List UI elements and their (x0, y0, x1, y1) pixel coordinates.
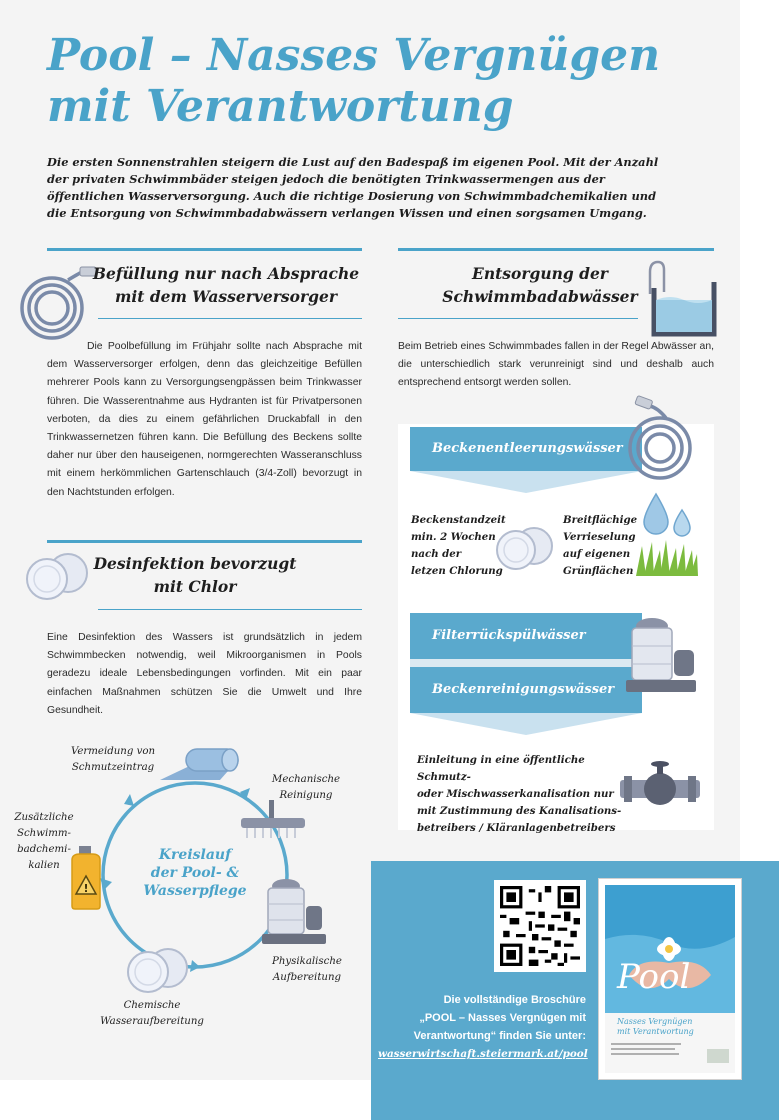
section-rule-thin (98, 318, 362, 319)
cycle-center-line-2: der Pool- & (150, 865, 240, 881)
cycle-label-chemisch-1: Chemische (123, 1000, 181, 1011)
befuellung-heading-line-2: mit dem Wasserversorger (114, 287, 338, 306)
cycle-label-physikalisch-1: Physikalische (272, 956, 342, 967)
einleitung-line-2: oder Mischwasserkanalisation nur (417, 788, 614, 800)
section-rule-thin (398, 318, 638, 319)
brochure-cover-title: Pool (617, 957, 691, 997)
hose-icon (18, 262, 98, 344)
beckenstandzeit-line-4: letzen Chlorung (411, 565, 503, 577)
page-title (47, 30, 737, 132)
cycle-center-label (130, 846, 260, 900)
einleitung-line-3: mit Zustimmung des Kanalisations- (417, 805, 622, 817)
brochure-cover (598, 878, 742, 1080)
desinfektion-heading-line-1: Desinfektion bevorzugt (93, 554, 297, 573)
svg-text:!: ! (83, 882, 89, 895)
hose-icon (622, 394, 696, 484)
qr-code[interactable] (494, 880, 586, 972)
pool-basin-icon (640, 258, 720, 340)
brochure-text-line-3: Verantwortung“ finden Sie unter: (413, 1030, 586, 1042)
pool-brush-icon (237, 800, 309, 842)
cycle-label-zusaetzlich (14, 810, 74, 874)
beckenstandzeit-line-1: Beckenstandzeit (411, 514, 506, 526)
cycle-label-zusaetzlich-4: kalien (28, 860, 60, 871)
banner-arrow (410, 713, 642, 737)
befuellung-heading (90, 262, 362, 308)
verrieselung-line-4: Grünflächen (563, 565, 634, 577)
brochure-text-line-2: „POOL – Nasses Vergnügen mit (419, 1012, 586, 1024)
entsorgung-text: Beim Betrieb eines Schwimmbades fallen in der Regel Abwässer an, die unterschiedlich stark verunreinigt sind und deshalb auch entsprechend entsorgt werden sollen. (398, 341, 714, 389)
brochure-cover-subtitle-2: mit Verantwortung (617, 1027, 694, 1036)
cycle-label-physikalisch (262, 954, 352, 986)
chlorine-tablets-icon (494, 524, 554, 572)
mat-roll-icon (158, 746, 242, 786)
desinfektion-text: Eine Desinfektion des Wassers ist grundsätzlich in jedem Schwimmbecken notwendig, weil Mikroorganismen in Pools geradezu ideale Lebensbedingungen vorfinden. Mit ein paar einfachen Maßnahmen schützen Sie die Umwelt und Ihre Gesundheit. (47, 632, 362, 716)
banner-beckenentleerung: Beckenentleerungswässer (410, 427, 642, 471)
entsorgung-heading-line-1: Entsorgung der (472, 264, 608, 283)
banner-gap (410, 659, 642, 667)
cycle-label-chemisch-2: Wasseraufbereitung (100, 1016, 204, 1027)
chlorine-tablets-icon (124, 946, 190, 994)
cycle-label-zusaetzlich-3: badchemi- (17, 844, 71, 855)
verrieselung-line-2: Verrieselung (563, 531, 636, 543)
section-rule (47, 540, 362, 543)
cycle-center-line-1: Kreislauf (158, 847, 232, 863)
cycle-label-zusaetzlich-1: Zusätzliche (14, 812, 74, 823)
water-drops-icon (636, 492, 696, 540)
einleitung-line-1: Einleitung in eine öffentliche Schmutz- (417, 754, 585, 783)
beckenstandzeit-line-3: nach der (411, 548, 462, 560)
banner-arrow (410, 471, 642, 495)
intro-paragraph: Die ersten Sonnenstrahlen steigern die Lust auf den Badespaß im eigenen Pool. Mit der Anzahl der privaten Schwimmbäder steigen jedoch die benötigten Trinkwassermengen aus der öffentlichen Wasserversorgung. Auch die richtige Dosierung von Schwimmbadchemikalien und die Entsorgung von Schwimmbadabwässern verlangen Wissen und einen sorgsamen Umgang. (47, 155, 659, 220)
sand-filter-icon (262, 876, 326, 946)
cycle-label-chemisch (92, 998, 212, 1030)
brochure-cover-subtitle (617, 1017, 694, 1037)
grass-icon (634, 540, 698, 576)
brochure-text (378, 991, 586, 1063)
section-rule (47, 248, 362, 251)
cycle-label-vermeidung (58, 744, 168, 776)
brochure-link[interactable]: wasserwirtschaft.steiermark.at/pool (378, 1048, 588, 1060)
cycle-label-vermeidung-1: Vermeidung von (70, 746, 156, 757)
brochure-text-line-1: Die vollständige Broschüre (443, 994, 586, 1006)
cycle-label-mechanisch-2: Reinigung (279, 790, 333, 801)
banner-beckenreinigung: Beckenreinigungswässer (410, 667, 642, 713)
cycle-label-zusaetzlich-2: Schwimm- (17, 828, 71, 839)
brochure-cover-subtitle-1: Nasses Vergnügen (617, 1017, 693, 1026)
title-line-1: Pool – Nasses Vergnügen (47, 30, 661, 81)
section-rule-thin (98, 609, 362, 610)
cycle-label-physikalisch-2: Aufbereitung (272, 972, 342, 983)
befuellung-text: Die Poolbefüllung im Frühjahr sollte nach Absprache mit dem Wasserversorger erfolgen, denn das gleichzeitige Befüllen mehrerer Pools kann zu Versorgungsengpässen beim Trinkwasser führen. Die Wasserentnahme aus Hydranten ist für Privatpersonen verboten, da dies zu einem gefährlichen Druckabfall in den Trinkwassernetzen führen kann. Die Befüllung des Beckens sollte daher nur über den hauseigenen, normgerechten Wasseranschluss mit einem herkömmlichen Gartenschlauch (3/4-Zoll) bevorzugt in den Nachtstunden erfolgen. (47, 341, 362, 498)
cycle-label-mechanisch-1: Mechanische (271, 774, 341, 785)
banner-filterrueckspuel: Filterrückspülwässer (410, 613, 642, 659)
chemical-canister-icon (66, 846, 106, 910)
verrieselung-line-3: auf eigenen (563, 548, 631, 560)
chlorine-tablets-icon (24, 551, 90, 601)
desinfektion-heading (90, 552, 300, 598)
beckenstandzeit-line-2: min. 2 Wochen (411, 531, 496, 543)
entsorgung-heading (415, 262, 665, 308)
entsorgung-heading-line-2: Schwimmbadabwässer (442, 287, 638, 306)
verrieselung-text (563, 512, 643, 580)
sand-filter-icon (622, 614, 698, 696)
befuellung-heading-line-1: Befüllung nur nach Absprache (92, 264, 360, 283)
qr-code-pattern (500, 886, 580, 966)
title-line-2: mit Verantwortung (47, 81, 514, 132)
einleitung-line-4: betreibers / Kläranlagenbetreibers (417, 822, 616, 834)
einleitung-text (417, 752, 627, 837)
cycle-label-vermeidung-2: Schmutzeintrag (71, 762, 155, 773)
desinfektion-heading-line-2: mit Chlor (153, 577, 237, 596)
cycle-center-line-3: Wasserpflege (143, 883, 247, 899)
verrieselung-line-1: Breitflächige (563, 514, 638, 526)
section-rule (398, 248, 714, 251)
pipe-valve-icon (620, 760, 700, 812)
